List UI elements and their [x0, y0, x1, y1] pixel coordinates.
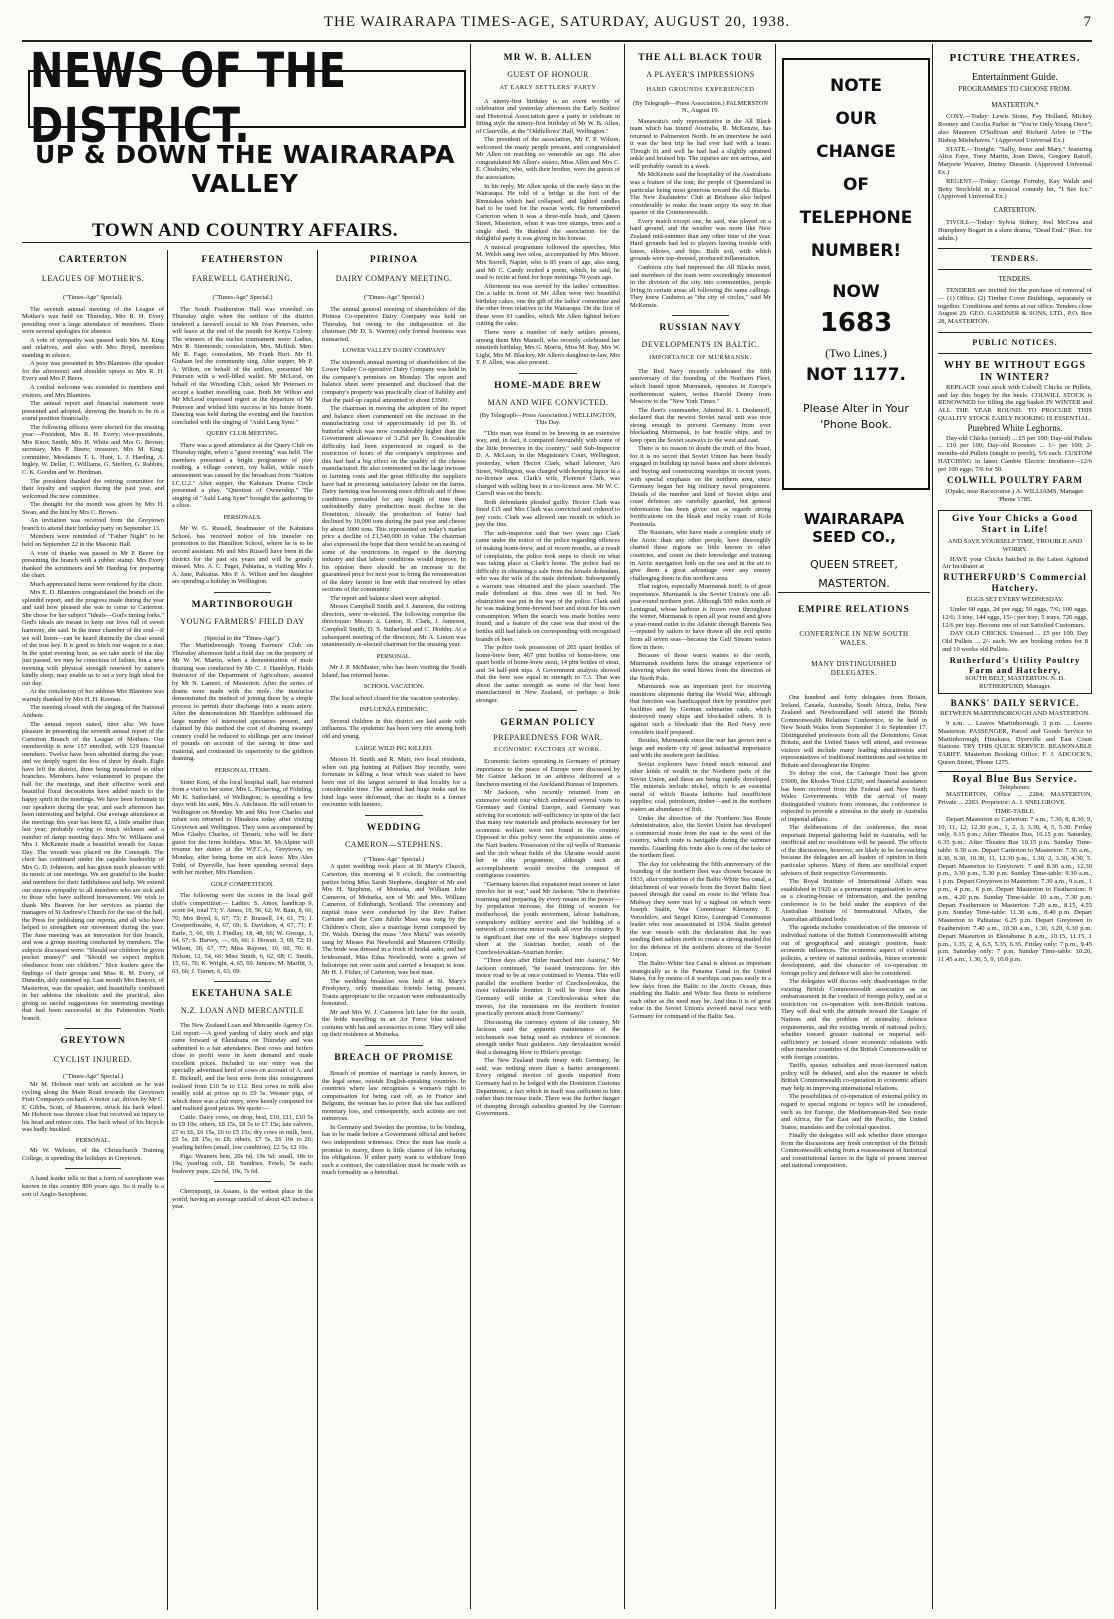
article-paragraph: The president thanked the retiring committee for their loyalty and support during the past year, and welcomed the new committee. — [22, 477, 164, 500]
phone-number: 1683 — [819, 308, 893, 338]
article-paragraph: There is no reason to doubt the truth of this boast, for it is no secret that Soviet Union has been busily engaged in building up naval bases and shore defences and buying and constructing warships in recent years, with special emphasis on the northern area, since Germany began her big military naval programme. Details of the number and kind of Soviet ships and coast defences are carefully guarded, but general information has been given out as regards strong fortifications on the bleak and rocky coast of Kola Peninsula. — [630, 445, 771, 528]
article-paragraph: Messrs Campbell Smith and J. Jameson, the retiring directors, were re-elected. The following comprise the directorate: Messrs A. Linton, R. Clark, J. Jameson, Campbell Smith, D. S. Sutherland and C. Hodder. At a subsequent meeting of the directors, Mr A. Linton was unanimously re-elected chairman for the ensuing year. — [322, 603, 466, 649]
article-paragraph: The Russians, who have made a complete study of the Arctic than any other people, have thoroughly charted these regions so little known to other countries, and count on their knowledge and training in Arctic navigation both on the sea and in the air to give them a great advantage over any enemy challenging them in this northern area. — [630, 529, 771, 582]
column-allen — [476, 52, 620, 1610]
russian-navy-subheading: DEVELOPMENTS IN BALTIC. — [641, 340, 760, 350]
article-paragraph: Much appreciated items were rendered by the choir. — [30, 580, 163, 588]
cinema-listing: COSY.—Today: Lewis Stone, Fay Holland, Mickey Rooney and Cecilia Parker in "You're Only Young Once"; also Maureen O'Sullivan and Richard Arlen in "The Bishop Misbehaves." (Approved Universal Ex.) — [938, 113, 1092, 144]
divider — [519, 710, 577, 711]
column-rule — [932, 44, 933, 1609]
article-paragraph: Both defendants pleaded guilty. Hector Clark was fined £15 and Mrs Clark was convicted and ordered to pay costs. Clark was allowed one month in which to pay the fine. — [476, 498, 620, 529]
article-paragraph: The fleet's commander, Admiral K. I. Dushenoff, declared that the newest Soviet naval unit was now strong enough to prevent Germany from ever blockading Murmansk, to bar hostile ships, and to keep open the Soviet seaways to the west and east. — [630, 406, 771, 444]
divider — [365, 1045, 423, 1046]
article-paragraph: That region, especially Murmansk itself, is of great importance. Murmansk is the Soviet Union's one all-year-round northern port. Although 500 miles north of Leningrad, whose harbour is frozen over throughout the winter, Murmansk is open all year round and gives a year-round outlet to the Atlantic through Barents Sea—reputed by sailors to have drawn all the evil spirits from all seven seas—because the Gulf Stream waters flow in there. — [630, 583, 771, 651]
ad-line: OUR — [835, 109, 877, 129]
article-paragraph: Sister Kent, of the local hospital staff, has returned from a visit to her sister, Mrs L. Pickering, of Foliding. Mr K. Sutherland, of Wellington, is spending a few days with his aunt, Mrs A. Aitchison. He will return to Wellington on Monday. Mr and Mrs Ivor Charles and infant son returned to Hinakura today after visiting Greytown and Wellington. They were accompanied by Miss Gladys Charles, of Timaru, who will be their guest for the term holidays. Miss M. McAlpine will resume her duties at the W.F.C.A., Greytown, on Monday, after being home on sick leave. Mrs Alex Todd, of Dyerville, has been spending several days with her mother, Mrs Hamilton. — [172, 778, 313, 877]
article-paragraph: Murmansk was an important port for receiving munitions shipments during the World War, although that function was handicapped then by primitive port facilities and by German submarine raids, which destroyed many ships and blockaded others. It is against such a blockade that the Red Navy now considers itself prepared. — [630, 683, 771, 736]
article-paragraph: In Germany and Sweden the promise, to be binding, has to be made before a Government official and before two independent witnesses. Once the man has made a promise to marry, there is little chance of his refusing his obligations. If either party want to withdraw from such a contract, the cancellation must be made with as much formality as a betrothal. — [322, 1123, 466, 1177]
article-paragraph: The New Zealand Loan and Mercantile Agency Co. Ltd report:—A good yarding of dairy stock and pigs came forward at Eketahuna on Thursday and was submitted to a fair attendance. Best cows and heifers close to profit were in keen demand and made excellent prices. Included in our entry was the specially advertised herd of cows on account of A. and E. Bicknell, and the best sorts from this consignment realised from £10 5s to £12. Best cows in milk also readily sold at prices up to £9 5s. Weaner pigs, of which there was a fair entry, were keenly competed for and realised good prices. We quote:— — [172, 1022, 313, 1113]
featherston-subheading: FAREWELL GATHERING. — [191, 274, 294, 283]
empire-subheading-2: MANY DISTINGUISHED DELEGATES. — [811, 660, 897, 677]
divider — [214, 981, 270, 982]
column-rule — [317, 250, 318, 1610]
special-credit: ("Times-Age" Special). — [62, 294, 123, 301]
german-heading: GERMAN POLICY — [500, 718, 596, 729]
divider — [214, 1181, 270, 1182]
article-paragraph: Discussing the currency system of the country, Mr Jackson said the apparent maintenance of the reichsmark was being used as evidence of economic strength under Nazi guidance. Any devaluation would deal a damaging blow to Hitler's prestige. — [476, 1018, 620, 1056]
special-credit: ("Times-Age" Special.) — [363, 855, 424, 863]
alter-note: Please Alter in Your 'Phone Book. — [803, 402, 909, 431]
german-subheading-2: ECONOMIC FACTORS AT WORK. — [494, 746, 602, 754]
seed-company-name: WAIRARAPA SEED CO., — [803, 510, 905, 546]
article-paragraph: There was a good attendance at the Query Club on Thursday night, when a "guest evening" was held. The members presented a bright programme of play reading, a village concert, toy ballet, while much amusement was caused by the broadcast from "Station I.C.U.2." After supper, the Kahutara Drama Circle presented a play, "Question of Ownership." The singing of "Auld Lang Syne" brought the gathering to a close. — [172, 441, 313, 510]
article-paragraph: Cattle: Dairy cows, on drop, best, £10, £11, £10 5s to £9 10s; others, £8 15s, £8 5s to £7 15s; late calvers, £7 to £6, £6 15s, £6 to £5 15s; dry cows in milk, best, £9 5s, £8 15s, to £8; others, £7 5s, £6 10s to £6; yearling heifers (small, low condition), £2 5s, £2 10s. — [172, 1113, 313, 1151]
empire-subheading: CONFERENCE IN NEW SOUTH WALES. — [799, 630, 909, 647]
utility-farm-name: Rutherfurd's Utility Poultry Farm and Hatchery, — [949, 654, 1081, 675]
column-featherston — [172, 254, 313, 1610]
public-notices-heading: PUBLIC NOTICES. — [972, 337, 1058, 347]
article-paragraph: Mr J. P. McMaster, who has been visiting the South Island, has returned home. — [322, 664, 466, 679]
article-paragraph: Every match except one, he said, was played on a hard ground, and the weather was more like New Zealand mid-summer than any other time of the year. Hard grounds had led to players having trouble with knees, elbows, and hips. Bulli soil, with which grounds were top-dressed, produced inflammation. — [630, 217, 771, 263]
all-black-subheading-2: HARD GROUNDS EXPERIENCED — [646, 86, 755, 93]
dateline: (By Telegraph—Press Association.) WELLINGTON, This Day. — [479, 411, 617, 427]
article-paragraph: A cordial welcome was extended to members and visitors, and Mrs Blamires. — [22, 384, 164, 399]
section-rule — [938, 353, 1092, 354]
brew-heading: HOME-MADE BREW — [494, 380, 602, 391]
featherston-heading: FEATHERSTON — [201, 255, 284, 265]
eketahuna-subheading: N.Z. LOAN AND MERCANTILE — [180, 1006, 305, 1016]
section-rule — [938, 269, 1092, 270]
ad-body: Day-old Chicks (mixed) ... £5 per 100; Day-old Pullets ... £10 per 100; Day-old Roosters ... 1/- per 100; 2-months-old Pullets (taught to perch), 5/6 each. CUSTOM HATCHING in latest Cambie Electric Incubator—12/6 per 100 eggs; 7/6 for 50. — [938, 434, 1092, 473]
article-paragraph: The Red Navy recently celebrated the fifth anniversary of the founding of the Northern Fleet, which based upon Murmansk, operates in Europe's northernmost waters, writes Harold Denny from Moscow to the "New York Times." — [630, 367, 771, 406]
article-paragraph: Mr W. G. Russell, headmaster of the Kahutara School, has received notice of his transfer on promotion to the Hamilton School, where he is to be second assistant. Mr and Mrs Russell have been in the district for the past six years and will be greatly missed. Mrs. A. C. Paget, Pahiatua, is visiting Mrs J. A. Jane, Pahiatua. Mrs P. A. Wilton and her daughter are spending a holiday in Wellington. — [172, 525, 313, 586]
cinema-listing: TIVOLI.—Today: Sylvia Sidney, Joel McCrea and Humphrey Bogart in a slum drama, "Dead End." (Rec. for adults.) — [938, 218, 1092, 242]
article-paragraph: Mr Jackson, who recently returned from an extensive world tour which embraced several visits to Germany and Central Europe, said Germany was striving for economic self-sufficiency in spite of the fact that many raw materials and products necessary for her economic welfare were not found in the country. Opposed to this policy were the expansionist aims of the Nazi leaders. Possession of the oil wells of Rumania and the rich wheat fields of the Ukraine would assist her in this programme, although such an accomplishment would involve the conquest of contiguous countries. — [476, 789, 620, 880]
tenders-heading: TENDERS. — [991, 254, 1039, 264]
old-number-label: NOT 1177. — [806, 365, 906, 385]
masterton-label: MASTERTON.* — [991, 100, 1039, 109]
dateline: (By Telegraph—Press Association.) PALMERSTON N., August 19. — [632, 99, 769, 115]
article-paragraph: Afternoon tea was served by the ladies' committee. On a table in front of Mr Allen were two beautiful birthday cakes, one the gift of the ladies' committee and the other from relatives in the Wairarapa. On the first of these were 91 candles, which Mr Allen lighted before cutting the cake. — [476, 282, 620, 328]
article-paragraph: The following were the scores in the local golf club's competition:— Ladies: S. Amos, handicap 9, score 64, total 73; V. Amos, 10, 56, 62; W. Bain, 8, 66, 70; Mrs Boyd, 6, 67, 73; F. Brassell, 14, 61, 75; J. Cowperthwaite, 4, 67, 69; S. Davidson, 4, 67, 71; F. Earle, 5, 66, 69; J. Findlay, 18, 48, 66; W. George, 3, 64, 67; S. Harvey, —, 66, 66; J. Howatt, 3, 69, 72; D. Wilson, 30, 67, 77; Miss Rayson, 10, 60, 70; K. Nelson, 12, 54, 66; Miss Smith, 6, 62, 68; C. Smith, 15, 61, 76; K. Wright, 4, 65, 69. Juniors: M. Marfitt, 3, 63, 66; J. Turner, 6, 63, 69. — [172, 892, 313, 975]
masthead-rule — [22, 40, 1092, 42]
article-paragraph: The Royal Institute of International Affairs was established in 1920 as a permanent organisation to serve as a clearing-house of information, and the pending conference is to be held under the auspices of the Australian Institute of International Affairs, the Australian affiliated body. — [781, 878, 927, 923]
article-paragraph: Under the direction of the Northern Sea Route Administration, also, the Soviet Union has developed a commercial route from the east to the west of the country, which route is navigable during the summer months. Guarding this route also is one of the tasks of the northern fleet. — [630, 814, 771, 860]
all-black-subheading: A PLAYER'S IMPRESSIONS — [646, 70, 755, 79]
section-rule — [938, 771, 1092, 772]
tenders-body: TENDERS are invited for the purchase of removal of— (1) Office. (2) Timber Cover Buildings, separately or together. Conditions and terms at our office. Tenders close August 29. GEO. GARDNER & SONS, LTD., P.O. Box 28, MASTERTON. — [938, 286, 1092, 326]
ad-body: 9 a.m. ... Leaves Martinborough. 3 p.m. ... Leaves Masterton. PASSENGER, Parcel and Goods Service to Martinborough, Hinakura, Dyerville and East Coast Stations. TRY THIS QUICK SERVICE. REASONABLE TARIFF. Masterton Booking Office: F. J. ADCOCK'S, Queen Street, 'Phone 1275. — [938, 720, 1092, 767]
brew-subheading: MAN AND WIFE CONVICTED. — [487, 397, 609, 407]
article-paragraph: Members were reminded of "Father Night" to be held on September 22 in the Masonic Hall. — [22, 533, 164, 548]
entertainment-guide: Entertainment Guide. — [971, 72, 1059, 83]
article-paragraph: In his reply, Mr Allen spoke of the early days in the Wairarapa. He told of a bridge at the foot of the Rimutakas which had collapsed, and lighted candles had to be used for the rescue work. He remembered Carterton when it was a three-mile bush, and Queen Street, Masterton, when it was tree stumps, trees and a single shed. He thanked the association for the delightful party it was giving in his honour. — [476, 182, 620, 243]
article-paragraph: There were a number of early settlers present, among them Mrs Mantell, who recently celebrated her ninetieth birthday, Mrs G. Morris, Miss M. Ray, Mrs W. Light, Mrs M. Blackey, Mr Allen's daughter-in-law, Mrs T. P. Allen, was also present. — [476, 328, 620, 367]
column-all-black — [630, 52, 771, 1610]
ad-body: REPLACE your stock with Colwill Chicks or Pullets, and lay this bogey by the heels. COLWILL STOCK is RENOWNED for filling the egg basket IN WINTER and ALL THE YEAR ROUND. TO PROCURE THIS QUALITY STOCK EARLY BOOKING IS ESSENTIAL. — [938, 383, 1092, 422]
article-paragraph: A quiet wedding took place at St Mary's Church, Carterton, this morning at 9 o'clock, the contracting parties being Miss Sarah Stephens, daughter of Mr and Mrs H. Stephens, of Motueka, and William John Cameron, of Motueka, son of Mr. and Mrs. William Cameron, of Edinburgh, Scotland. The ceremony and nuptial mass were conducted by the Rev. Father Carmine and the Cum Jubilo Mass was sung by the Children's Choir, also a marriage hymn composed by Dr. Walsh. During the mass "Ave Maria" was sweetly sung by Misses Pat Newbould and Maureen O'Reilly. The bride was dressed in a frock of bridal satin, and her bridesmaid, Miss Edna Newbould, wore a gown of heliotrope net over satin and carried a bouquet to tone. Mr H. J. Fisher, of Carterton, was best man. — [322, 863, 466, 977]
news-title: NEWS OF THE DISTRICT. — [30, 43, 347, 155]
all-black-heading: THE ALL BLACK TOUR — [638, 53, 763, 63]
wedding-subheading: CAMERON—STEPHENS. — [344, 839, 444, 849]
article-paragraph: The Martinborough Young Farmers' Club on Thursday afternoon held a field day on the property of Mr W. W. Martin, when a demonstration of mole draining was conducted by Mr C. J. Hamblyn, Fields Instructor of the Department of Agriculture, assisted by Mr N. Lamort, of Masterton. After the series of drains were made with the mole, the instructor demonstrated the method of joining them by a simple process to permit their discharge into a main artery. After the demonstration Mr Hamblyn addressed the large number of interested spectators present, and claimed by this method the cost of draining swampy country could be reduced to shillings per acre instead of pounds on account of the saving in time and material, and contrasted its superiority to the gridiron draining. — [172, 642, 313, 763]
article-paragraph: Mr W. Webster, of the Christchurch Training College, is spending the holidays in Greytown. — [22, 1147, 164, 1162]
article-paragraph: At the conclusion of her address Mrs Blamires was warmly thanked by Mrs H. H. Keenan. — [22, 688, 164, 703]
section-heading: PERSONALS. — [223, 513, 262, 521]
article-paragraph: A musical programme followed the speeches, Mrs M. Welsh sang two solos, accompanied by Mrs Moore. Mrs Sorrell, Napier, who is 85 years of age, also sang, and Mr C. Candy recited a poem, which, he said, he used to recite at fund for hope meetings 70 years ago. — [476, 243, 620, 282]
carterton-heading: CARTERTON — [58, 255, 128, 265]
section-heading: PERSONAL ITEMS. — [214, 766, 271, 774]
article-paragraph: Pigs: Weaners best, 20s 6d, 19s 6d; small, 18s to 19s; yearling colt, £8. Sundries, Fowls, 5s each; bushwey pups, 22s 6d, 10s, 7s 6d. — [172, 1152, 313, 1175]
carterton-cinema-label: CARTERTON. — [993, 206, 1037, 215]
two-lines-label: (Two Lines.) — [825, 346, 887, 360]
article-paragraph: An invitation was received from the Greytown branch to attend their birthday party on September 13. — [22, 517, 164, 532]
section-heading: LOWER VALLEY DAIRY COMPANY — [342, 347, 446, 355]
section-heading: GOLF COMPETITION. — [210, 880, 275, 888]
special-credit: ("Times-Age" Special.) — [212, 294, 273, 301]
german-subheading: PREPAREDNESS FOR WAR. — [493, 733, 603, 743]
article-paragraph: Mr and Mrs W. J. Cameron left later for the south, the bride travelling in an Air Force blue tailored costume with hat and accessories to tone. They will take up their residence at Motueka. — [322, 1008, 466, 1039]
article-paragraph: The police took possession of 265 quart bottles of home-brew beer, 467 pint bottles of home-brew, one quart bottle of home-brew stout, 14 pint bottles of stout, and 34 half-pint nips. A Government analysis showed that the beer was equal in strength to 7.3. That was about the same strength as some of the best beer manufactured in New Zealand, or perhaps a little stronger. — [476, 644, 620, 704]
divider — [214, 592, 270, 593]
special-credit: (Special to the "Times-Age"). — [204, 634, 281, 642]
article-paragraph: Tariffs, quotas, subsidies and most-favoured nation policy will be debated, and also the manner in which British Commonwealth co-operation in economic affairs may help in improving international relations. — [781, 1062, 927, 1092]
article-paragraph: The report and balance sheet were adopted. — [330, 594, 441, 602]
divider — [672, 315, 728, 316]
ad-line: TELEPHONE — [799, 208, 913, 228]
ad-body: MASTERTON, Office ... 2284; MASTERTON, Private ... 2283. Proprietor: A. J. SNELGROVE. — [938, 791, 1092, 807]
article-paragraph: The possibilities of co-operation of external policy in regard to special regions or topics will be considered, such as for Europe, the Mediterranean-Red Sea route and Africa, the Far East and the Pacific, the United States; mandates and the colonial question. — [781, 1093, 927, 1131]
article-paragraph: Several children in this district are laid aside with influenza. The epidemic has been very rife among both old and young. — [322, 717, 466, 740]
banks-subheading: BETWEEN MARTINBOROUGH AND MASTERTON. — [939, 710, 1090, 718]
empire-heading: EMPIRE RELATIONS — [798, 605, 910, 615]
section-rule — [938, 332, 1092, 333]
article-paragraph: A vote of sympathy was passed with Mrs M. King and relatives, and also with Mrs Boyd, members standing in silence. — [22, 336, 164, 359]
special-credit: ("Times-Age" Special.) — [363, 294, 424, 301]
personal-heading: PERSONAL. — [75, 1136, 111, 1144]
section-heading: SCHOOL VACATION. — [363, 683, 425, 691]
allen-subheading-2: AT EARLY SETTLERS' PARTY — [499, 84, 597, 91]
article-paragraph: Cherrapunji, in Assam, is the wettest place in the world, having an average rainfall of about 425 inches a year. — [172, 1188, 313, 1211]
section-rule — [778, 592, 930, 593]
news-subtitle: UP & DOWN THE WAIRARAPA VALLEY — [35, 140, 455, 198]
article-paragraph: Mr McKenzie said the hospitality of the Australians was a feature of the tour, the people of Queensland in particular being most generous toward the All Blacks. The New Zealanders' Club at Brisbane also helped considerably to make the team enjoy its stay in that quarter of the Commonwealth. — [630, 171, 771, 217]
ad-body: Under 60 eggs, 2d per egg; 50 eggs, 7/6; 100 eggs, 12/6; 3 tray, 144 eggs, 15/-; per tray; 5 trays, 720 eggs, 12/6 per tray. Become one of our Satisfied Customers. — [942, 606, 1088, 629]
ad-body: HAVE your Chicks hatched in the Latest Agitated Air Incubator at — [942, 555, 1088, 571]
ad-line: NUMBER! — [810, 241, 902, 261]
chicks-heading: Give Your Chicks a Good Start in Life! — [952, 514, 1078, 536]
seed-company-town: MASTERTON. — [818, 577, 890, 590]
russian-navy-subheading-2: IMPORTANCE OF MURMANSK. — [649, 354, 752, 362]
ad-line: OF — [842, 175, 870, 195]
allen-subheading: GUEST OF HONOUR — [507, 70, 589, 79]
article-paragraph: Soviet explorers have found much mineral and other kinds of wealth in the Northern parts of the Soviet Union, and these are being rapidly developed. The minerals include nickel, which is an essential metal of which Russia hitherto had insufficient supplies; coal, petroleum, timber—and in the northern waters an abundance of fish. — [630, 760, 771, 814]
column-rule — [624, 44, 625, 1609]
telephone-ad — [782, 58, 930, 490]
divider — [365, 815, 423, 816]
russian-navy-heading: RUSSIAN NAVY — [659, 323, 742, 334]
article-paragraph: Mrs E. D. Blamires congratulated the branch on the splendid report, and the progress made during the year and said how pleased she was to come to Carterton. She chose for her subject "Ideals—God's timing forks." God's ideals are meant to keep our lives full of sweet harmony, she said. In the inner chamber of the soul—if we will listen—can be heard distinctly the clear sound of the true key. It is good to hitch our wagon to a star. In the quiet evening hour, as we take stock of the day just passed, we may be conscious of failure, but a new morning with physical strength renewed by nature's kindly sleep, may enable us to set a very high ideal for our day. — [22, 589, 164, 687]
banks-heading: BANKS' DAILY SERVICE. — [950, 698, 1080, 709]
divider — [65, 1028, 122, 1029]
article-paragraph: A band leader tells us that a form of saxophone was known in this country 800 years ago. So it really is a sort of Anglo-Saxophone. — [22, 1175, 164, 1198]
column-rule — [775, 44, 776, 1609]
carterton-subheading: LEAGUES OF MOTHER'S. — [41, 274, 145, 283]
breach-heading: BREACH OF PROMISE — [334, 1053, 454, 1064]
section-heading: LARGE WILD PIG KILLED. — [355, 744, 433, 752]
article-paragraph: "Three days after Hitler marched into Austria," Mr Jackson continued, "he issued instructions for this motor road to be at once continued to Vienna. This will parallel the southern border of Czechoslovakia, the most vulnerable frontier. It will be from here that Germany will strike at Czechoslovakia when she moves, for the mountains on the northern frontier practically prevent attack from Germany." — [476, 957, 620, 1018]
column-rule — [167, 250, 168, 1610]
greytown-subheading: CYCLIST INJURED. — [53, 1055, 133, 1065]
colwill-farm-name: COLWILL POULTRY FARM — [946, 475, 1084, 486]
article-paragraph: The following officers were elected for the ensuing year:—President, Mrs R. H. Every; vice-presidents, Mrs Knox Smith, Mrs H. White and Mrs G. Brown; secretary, Mrs P. Beere; treasurer, Mrs M. King; committee, Mesdames T. L. Hunt, L. J. Harding, A. Ingley, W. Deller, C. Williams, G. Steffert, G. Rabbits, C. K. Goodin and W. Herdman. — [22, 423, 164, 477]
pirinoa-subheading: DAIRY COMPANY MEETING. — [335, 274, 453, 283]
article-paragraph: "Germany knows that expansion must sooner or later involve her in war," said Mr Jackson. "She is therefore rearming and preparing by every means in the power—by population increase, the fitting of women for motherhood, the youth movement, labour battalions, compulsory military service and the building of a network of concrete motor roads all over the country. It is significant that one of the new highways stopped short at the Austrian border, south of the Czechoslovakian-Austrian border. — [476, 880, 620, 956]
article-paragraph: The chairman in moving the adoption of the report and balance sheet commented on the increase in the manufacturing cost of approximately 1d per lb. of butterfat which was now considerably higher than the Government allowance of 3.25d per lb. Considerable difficulty had been experienced in regard to the restriction of hours of the company's employees and this had had a big effect on the quality of the cheese manufactured. He also commented on the large increase in farming costs and the great difficulty the suppliers have had in procuring satisfactory labour on the farms. Dairy farming was becoming more difficult and if these conditions prevailed for any length of time then undoubtedly dairy production must decline in the Dominion. Already the production of butter had declined by 10,000 tons during the past year and cheese by about 3000 tons. This represented on today's market price a decline of £1,540,000 in value. The chairman also expressed the hope that there would be an easing of some of the restrictions in regard to the dairying industry and that labour conditions would improve. In his opinion there should be an increase in the guaranteed price for next year to bring the remuneration of the dairy farmer in line with that received by other sections of the community. — [322, 405, 466, 594]
column-pirinoa — [322, 254, 466, 1610]
article-paragraph: Manawatu's only representative in the All Black team which has toured Australia, R. McKenzie, has returned to Palmerston North. In an interview he said it was the best trip he had ever had with a team. Though fit and well he had had a slightly sprained ankle and bruised hip. The injuries are not serious, and will probably vanish in a week. — [630, 117, 771, 170]
seed-company-street: QUEEN STREET, — [810, 558, 898, 571]
section-heading: QUERY CLUB MEETING. — [206, 430, 279, 438]
cinema-listing: STATE.—Tonight: "Sally, Irene and Mary," featuring Alice Faye, Tony Martin, Joan Davis, Gregory Ratoff, Marjorie Weaver, Jimmy Durante. (Approved Universal Ex.) — [938, 145, 1092, 176]
seed-company-ad — [782, 496, 926, 590]
article-paragraph: The day for celebrating the fifth anniversary of the founding of the northern fleet was chosen because in 1933, after completion of the Baltic-White Sea canal, a detachment of war vessels from the Soviet Baltic fleet passed through the canal en route to the White Sea. Midway they were met by a tugboat on which were Joseph Stalin, War Commissar Klementy E. Voroshilov, and Sergei Kirov, Leningrad Communist leader who was assassinated in 1934. Stalin greeted the war vessels with the declaration that he was sending fleet sailors north to create a strong mailed fist for the defence of the northern shores of the Soviet Union. — [630, 860, 771, 959]
article-paragraph: The sixteenth annual meeting of shareholders of the Lower Valley Co-operative Dairy Company was held in the company's premises on Monday. The report and balance sheet were presented and disclosed that the company's property was practically clear of liability and that the paid-up capital amounted to about £3500. — [322, 358, 466, 404]
article-paragraph: The sub-inspector said that two years ago Clark came under the notice of the police regarding offences of making home-brew, and of recent months, as a result of complaints, the police took steps to check on what was taking place at Clark's home. The police had no difficulty in obtaining a sale from the female defendant, who was the wife of the male defendant. Subsequently a warrant was obtained and the place searched. The male defendant at this time was ill in bed. No obstruction was put in the way of the police. Clark said he was making home-brewed beer and stout for his own consumption. When the search was made bottles were found, and a feature of the case was that most of the bottles still had labels on corresponding with recognised brands of beer. — [476, 529, 620, 643]
wedding-heading: WEDDING — [366, 822, 422, 833]
article-paragraph: Mr M. Hobson met with an accident as he was cycling along the Main Road towards the Greytown Fruit Company's orchard. A motor car, driven by Mr C. E. Gibbs, Scott, of Masterton, struck his back wheel. Mr Hobson was thrown clear but received an injury to his head and minor cuts. The back wheel of his bicycle was badly buckled. — [22, 1080, 164, 1134]
eggs-breed: Purebred White Leghorns. — [967, 422, 1063, 433]
page-number: 7 — [1083, 14, 1092, 30]
article-paragraph: The wedding breakfast was held at St. Mary's Presbytery, only immediate friends being present. Toasts appropriate to the occasion were enthusiastically honoured. — [322, 977, 466, 1008]
section-heading: PERSONAL. — [376, 652, 412, 660]
section-heading: INFLUENZA EPIDEMIC. — [359, 706, 429, 714]
article-paragraph: The South Featherston Hall was crowded on Thursday night when the settlers of the district tendered a farewell social to Mr Ivan Petersen, who will leave at the end of the month for Kenya Colony. The winners of the euchre tournament were: Ladies, Mrs R. Simmonds; consolation, Mrs. McIlish. Men: Mr R. Fage; consolation, Mr Frank Burt. Mr H. Graham led the community sing. After supper, Mr P. A. Wilton, on behalf of the settlers, presented Mr Petersen with a well-filled wallet. Mr McLeod, on behalf of the Wrestling Club, asked Mr Petersen to accept a leather travelling case. Both Mr Wilton and Mr McLeod expressed regret at the departure of Mr Petersen and wished him success in his future home. Dancing was held during the evening and the function concluded with the singing of "Auld Lang Syne." — [172, 305, 313, 426]
divider — [519, 373, 577, 374]
special-credit: ("Times-Age" Special.) — [62, 1073, 123, 1081]
article-paragraph: A vote of thanks was passed to Mr P. Beere for presenting the branch with a rubber stamp. Mrs Every thanked the scrutineers and Mr Harding for preparing the chart. — [22, 549, 164, 580]
timetable-heading: TIME-TABLE. — [994, 808, 1036, 815]
article-paragraph: To defray the cost, the Carnegie Trust has given £5000, the Rhodes Trust £1250, and financial assistance has been received from the Federal and New South Wales Governments. With the arrival of many distinguished visitors from overseas, the conference is expected to provide a stimulus to the study in Australia of imperial affairs. — [781, 770, 927, 823]
section-rule — [22, 242, 470, 243]
article-paragraph: The Baltic-White Sea Canal is almost as important strategically as is the Panama Canal to the United States, for by means of it warships can pass easily in a few days from the Baltic to the Arctic Ocean, thus enabling the Baltic and White Sea fleets to reinforce each other as the need may be. And thus it is of great value in the Soviet Union's avowed naval race with Germany for command of the Baltic Sea. — [630, 959, 771, 1020]
column-classifieds — [938, 52, 1092, 1610]
article-paragraph: The annual report stated, inter alia: We have pleasure in presenting the seventh annual report of the Carterton Branch of the League of Mothers. Our membership is now 157 enrolled, with 129 financial members. Twelve have been admitted during the year; and we deeply regret the loss of three by death. Eight have left the district, three being transferred to other branches. Members have volunteered to prepare the hall for the meetings, and their effective work and beautiful floral decorations have added much to the happy spirit in the meetings. We have been fortunate in our speakers during the year, and each afternoon has been interesting and helpful. Our average attendance at the meetings this year has been 82, a little smaller than last year, probably owing to much sickness and a number of damp meeting days. Mrs W. Williams and Mrs J. McKenzie made a beautiful wreath for Anzac Day. The wreath was placed on the Cenotaph. The choir has continued under the capable leadership of Mrs G. D. Johnston, and has given much pleasure with its music at our meetings. We are grateful to the leader and members for their faithfulness and help. We extend our sincere sympathy to all members who are sick and to those who have suffered bereavement. We wish to thank Mrs Beaven for her services as pianist the managers of St Andrew's Church for the use of the hall, the Press for publishing our reports, and all who have helped to strengthen our movement during the year. The June meeting was an innovation for this branch, and was a group meeting conducted by members. The subjects discussed were: "Should our children be given pocket money?" and "Should we expect implicit obedience from our children." Nice leaders gave the findings of their groups and Miss R. M. Every, of Dunedin, ably summed up. Last month Mrs Hancox, of Masterton, was the speaker, and beautifully combined in her address the idealistic and the practical, also giving us useful suggestions for interesting meetings that had been successful in the Palmerston North branch. — [22, 720, 164, 1022]
article-paragraph: The local school closed for the vacation yesterday. — [330, 694, 460, 702]
column-carterton — [22, 254, 164, 1610]
article-paragraph: The agenda includes consideration of the interests of individual nations of the British Commonwealth arising out of geographical and strategic position, basic economic influences. The economic aspect of external policies, a review of national outlooks, future economic development, and the character of co-operation in foreign policy and defence will also be considered. — [781, 924, 927, 977]
article-paragraph: A ninety-first birthday is an event worthy of celebration and yesterday afternoon the Early Settlers' and Historical Association gave a party to celebrate in fitting style the ninety-first birthday of Mr W. B. Allen, of Clareville, at the "Oddfellows' Hall, Wellington." — [476, 97, 620, 135]
martinborough-heading: MARTINBOROUGH — [191, 599, 294, 610]
column-empire — [781, 604, 927, 1610]
hatchery-name: RUTHERFURD'S Commercial Hatchery. — [943, 572, 1087, 594]
colwill-farm-address: (Opaki, near Racecourse.) A. WILLIAMS, Manager. 'Phone 1785. — [945, 488, 1085, 504]
ad-line: CHANGE — [816, 142, 896, 162]
article-paragraph: Messrs H. Smith and R. Muir, two local residents, when out pig hunting at Palliser Bay recently, were fortunate in killing a boar which was stated to have been one of the largest secured in that locality for a considerable time. The animal had huge tusks and its hind legs were deformed, due no doubt to a former encounter with hunters. — [322, 756, 466, 809]
article-paragraph: The annual general meeting of shareholders of the Pirinoa Co-operative Dairy Company was held on Thursday, but owing to the indisposition of the chairman (Mr D. S. Warren) only formal business was transacted. — [322, 305, 466, 343]
article-paragraph: The seventh annual meeting of the League of Mother's was held on Thursday, Mrs R. H. Every presiding over a large attendance of members. There were several apologies for absence. — [22, 305, 164, 336]
eketahuna-heading: EKETAHUNA SALE — [191, 989, 294, 1000]
town-country-heading: TOWN AND COUNTRY AFFAIRS. — [91, 220, 398, 241]
martinborough-subheading: YOUNG FARMERS' FIELD DAY — [180, 616, 305, 626]
divider — [65, 1168, 122, 1169]
article-paragraph: Breach of promise of marriage is rarely known, in the legal sense, outside English-speaking countries. In countries where law recognises a woman's right to compensation for being cast off, as in France and Belgium, the woman has to prove that she has suffered monetary loss, and consequently, such actions are not numerous. — [322, 1070, 466, 1123]
article-paragraph: Canberra city had impressed the All Blacks most, and members of the team were exceedingly interested in the division of the city into communities, people living in certain areas all following the same callings. They knew Canberra as "the city of circles," said Mr McKenzie. — [630, 264, 771, 309]
masthead-title: THE WAIRARAPA TIMES-AGE, SATURDAY, AUGUST 20, 1938. — [323, 14, 791, 30]
pirinoa-heading: PIRINOA — [369, 255, 419, 265]
article-paragraph: One hundred and forty delegates from Britain, Ireland, Canada, Australia, South Africa, India, New Zealand and Newfoundland will attend the British Commonwealth Relations Conference, to be held in New South Wales from September 3 to September 17. Distinguished professors from all the Dominions, Great Britain, and the United States will attend, and overseas visitors will include many leading educationists and representatives of traditional institutions and societies in Britain and throughout the Empire. — [781, 694, 927, 769]
article-paragraph: The delegates will discuss only disadvantages in the existing British Commonwealth association as an embarrassment in the conduct of foreign policy, and as a restriction on co-operation with non-British nations. They will deal with the attitude toward the League of Nations and the problem of neutrality, defence requirements, and the existing trends of national policy, whether toward greater national or imperial self-sufficiency or toward closer economic relations with other member countries of the British Commonwealth or with foreign countries. — [781, 978, 927, 1061]
chicks-ad — [938, 510, 1092, 694]
article-paragraph: Economic factors operating in Germany of primary importance to the peace of Europe were discussed by Mr Gainor Jackson in an address delivered at a luncheon meeting of the Auckland Bureau of Importers. — [476, 758, 620, 788]
article-paragraph: The deliberations of the conference, the most important Imperial gathering held in Australia, will be unofficial and no resolutions will be passed. The effects of the discussions, however, are likely to be far-reaching because the delegates are all leaders of opinion in their particular spheres. Many of them are unofficial expert advisers of their respective Governments. — [781, 824, 927, 877]
pictures-heading: PICTURE THEATRES. — [949, 52, 1081, 64]
eggs-heading: WHY BE WITHOUT EGGS IN WINTER? — [944, 359, 1086, 383]
cinema-listing: REGENT.—Today: George Formby, Kay Walsh and Betty Stockfeld in a musical comedy hit, "I See Ice." (Approved Universal Ex.) — [938, 177, 1092, 201]
chicks-save: AND SAVE YOURSELF TIME, TROUBLE AND WORRY. — [947, 538, 1083, 553]
news-of-district-header — [22, 43, 468, 242]
eggs-set-day: EGGS SET EVERY WEDNESDAY. — [966, 596, 1064, 604]
article-paragraph: "This man was found to be brewing in an extensive way, and, in fact, it compared favourably with some of the little breweries in the country," said Sub-Inspector D. A. McLean, in the Magistrate's Court, Wellington, yesterday, when Hector Clark, wharf labourer, Aro Street, Wellington, was charged with keeping liquor in a no-licence area. Clark's wife, Florence Clark, was charged with selling beer in a no-licence area. Mr W. C. Carroll was on the bench. — [476, 429, 620, 498]
section-rule — [938, 248, 1092, 249]
ad-line: NOTE — [830, 76, 882, 96]
royal-blue-subheading: Telephones: — [999, 783, 1031, 791]
article-paragraph: The annual report and financial statement were presented and adopted, showing the branch to be in a sound position financially. — [22, 400, 164, 423]
article-paragraph: Besides, Murmansk since the war has grown into a large and modern city of great industrial importance and with the modern port facilities. — [630, 737, 771, 760]
greytown-heading: GREYTOWN — [60, 1036, 126, 1047]
article-paragraph: The thought for the month was given by Mrs H. Swan, and the hint by Mrs C. Brown. — [22, 501, 164, 516]
tenders-subheading: TENDERS. — [998, 275, 1032, 284]
royal-blue-heading: Royal Blue Bus Service. — [952, 773, 1078, 785]
article-paragraph: The president of the association, Mr F. P. Wilson, welcomed the many people present, and congratulated Mr Allen on reaching so venerable an age. He also congratulated Mr Allen's sisters, Miss Allen and Mrs C. E. Chisholm, who, with their brother, were the guests of the association. — [476, 136, 620, 182]
column-rule — [470, 44, 471, 1609]
ad-body: DAY OLD CHICKS. Unsexed ... £5 per 100. Day Old Pullets ... 2/- each. We are booking orders for 8 and 10 weeks old Pullets. — [942, 630, 1088, 654]
article-paragraph: A posy was presented to Mrs Blamires (the speaker for the afternoon) and shoulder sprays to Mrs R. H. Every and Mrs P. Beere. — [22, 360, 164, 383]
allen-heading: MR W. B. ALLEN — [503, 53, 593, 63]
article-paragraph: Because of those warm waters to the north, Murmansk residents have the strange experience of shivering when the wind blows from the direction of the North Pole. — [630, 652, 771, 682]
article-paragraph: The New Zealand trade treaty with Germany, he said, was nothing more than a barter arrangement. Every original invoice of goods imported from Germany had to be lodged with the Dominion Customs Department, a fact which in itself was sufficient to hint rather than increase trade. There was the further danger of dumping through subsidies granted by the German Government. — [476, 1057, 620, 1118]
masthead — [22, 14, 1092, 36]
article-paragraph: The meeting closed with the singing of the National Anthem. — [22, 704, 164, 719]
utility-farm-address: SOUTH BELT, MASTERTON. N. D. RUTHERFURD, Manager. — [965, 674, 1065, 690]
ad-body: Depart Masterton to Carterton: 7 a.m., 7.30, 8, 8.30, 9, 10, 11, 12, 12.30 p.m., 1, 2, 3, 3.30, 4, 5, 5.30. Friday only, 9.15 p.m.; After Theatre Bus, 10.15 p.m. Saturday, 6.35 p.m.; After Theatre Bus 10.15 p.m. Sunday Time-table: 9.30 a.m. Depart Carterton to Masterton: 7.30 a.m., 8.30, 9.30, 10.30, 11, 12.30 p.m., 1.30, 2, 3.30, 4.30, 5. Depart Masterton to Greytown: 7 and 8.30 a.m., 12.30 p.m., 3.30 p.m., 5.30 p.m. Sunday Time-table: 9.30 a.m., 1 p.m. Depart Greytown to Masterton: 7.30 a.m., 9 a.m., 1 p.m., 4 p.m., 6 p.m. Depart Masterton to Featherston: 9 a.m., 4.20 p.m. Sunday Time-table: 10 a.m., 7.30 p.m. Depart Featherston to Masterton: 7.20 a.m., 8.15, 4.55 p.m. Sunday Time-table: 11.30 a.m., 8.40 p.m. Depart Masterton to Pahiatua: 6.25 p.m. Depart Greytown to Featherston: 7.40 a.m., 10.30 a.m., 1.30, 3.20, 6.30 p.m. Depart Masterton to Eketahuna: 8 a.m., 10.15, 11.15, 1 p.m., 1.35, 2, 4, 6.5, 5.35, 6.35. Friday only: 7 p.m., 9.45 p.m. Saturday only: 7 p.m. Sunday Time-table: 10.20, 11.45 a.m., 1.30, 5, 9, 10.0 p.m. — [938, 815, 1092, 964]
article-paragraph: Finally the delegates will ask whether there emerges from the discussions any fresh conception of the British Commonwealth arising from a reassessment of historical and constitutional factors in the light of present interest and national composition. — [781, 1132, 927, 1170]
now-label: NOW — [832, 282, 880, 302]
programmes-label: PROGRAMMES TO CHOOSE FROM. — [958, 84, 1072, 93]
